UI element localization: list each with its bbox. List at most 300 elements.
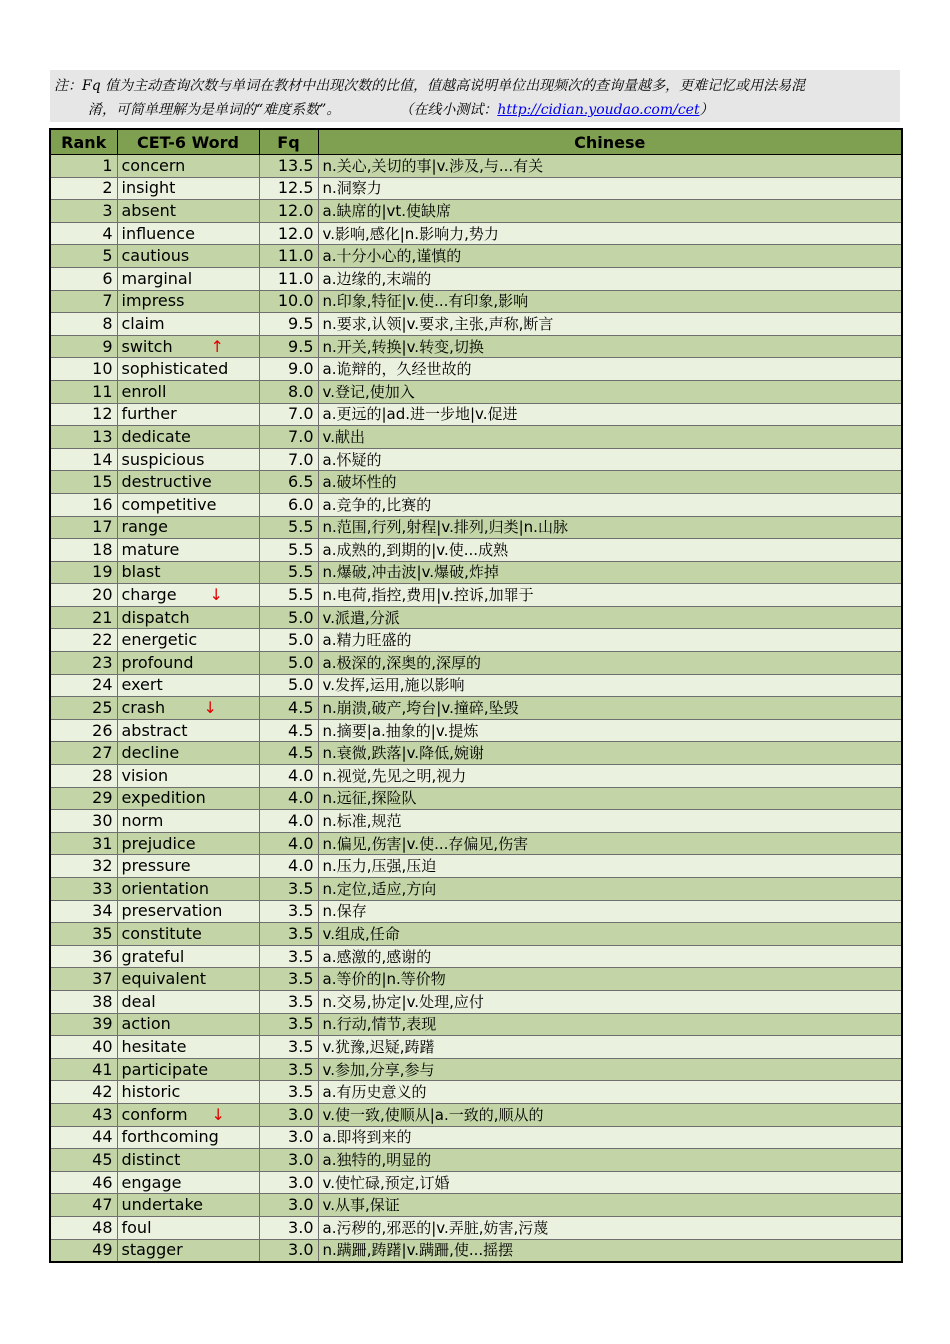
table-row	[50, 584, 902, 607]
chinese-cell: a.独特的,明显的	[318, 1149, 902, 1172]
table-row	[50, 493, 902, 516]
table-row	[50, 200, 902, 223]
word-text: dedicate	[121, 426, 191, 446]
word-cell	[117, 222, 259, 245]
word-text: grateful	[121, 946, 185, 966]
word-cell	[117, 606, 259, 629]
chinese-cell: v.组成,任命	[318, 923, 902, 946]
fq-cell: 12.5	[259, 177, 318, 200]
word-cell	[117, 674, 259, 697]
word-cell	[117, 290, 259, 313]
rank-cell: 5	[50, 245, 117, 268]
fq-cell: 3.0	[259, 1216, 318, 1239]
header-rank: Rank	[50, 129, 117, 155]
rank-cell: 11	[50, 380, 117, 403]
table-row	[50, 697, 902, 720]
fq-cell: 6.5	[259, 471, 318, 494]
table-row	[50, 787, 902, 810]
word-text: marginal	[121, 268, 193, 288]
chinese-cell: n.关心,关切的事|v.涉及,与...有关	[318, 155, 902, 178]
fq-cell: 7.0	[259, 448, 318, 471]
note-box	[50, 70, 900, 122]
rank-cell: 26	[50, 719, 117, 742]
chinese-cell: n.摘要|a.抽象的|v.提炼	[318, 719, 902, 742]
word-text: pressure	[121, 856, 191, 876]
rank-cell: 43	[50, 1103, 117, 1126]
rank-cell: 24	[50, 674, 117, 697]
chinese-cell: v.发挥,运用,施以影响	[318, 674, 902, 697]
test-link[interactable]: http://cidian.youdao.com/cet	[497, 102, 700, 118]
rank-cell: 3	[50, 200, 117, 223]
fq-cell: 9.5	[259, 313, 318, 336]
header-chinese: Chinese	[318, 129, 902, 155]
table-row	[50, 290, 902, 313]
fq-cell: 5.5	[259, 516, 318, 539]
word-text: constitute	[121, 923, 202, 943]
rank-cell: 34	[50, 900, 117, 923]
chinese-cell: n.洞察力	[318, 177, 902, 200]
word-cell	[117, 742, 259, 765]
chinese-cell: n.衰微,跌落|v.降低,婉谢	[318, 742, 902, 765]
rank-cell: 40	[50, 1036, 117, 1059]
word-text: engage	[121, 1172, 182, 1192]
table-row	[50, 719, 902, 742]
word-cell	[117, 652, 259, 675]
fq-cell: 6.0	[259, 493, 318, 516]
table-row	[50, 900, 902, 923]
rank-cell: 27	[50, 742, 117, 765]
rank-cell: 37	[50, 968, 117, 991]
header-fq: Fq	[259, 129, 318, 155]
table-row	[50, 1058, 902, 1081]
fq-cell: 3.0	[259, 1171, 318, 1194]
word-cell	[117, 1239, 259, 1262]
rank-cell: 19	[50, 561, 117, 584]
table-row	[50, 1126, 902, 1149]
table-row	[50, 539, 902, 562]
rank-cell: 6	[50, 267, 117, 290]
word-text: energetic	[121, 630, 198, 650]
fq-cell: 3.5	[259, 1058, 318, 1081]
fq-cell: 13.5	[259, 155, 318, 178]
table-row	[50, 1103, 902, 1126]
word-text: switch	[121, 336, 173, 356]
word-cell	[117, 200, 259, 223]
fq-cell: 4.0	[259, 787, 318, 810]
word-text: charge	[121, 585, 177, 605]
rank-cell: 7	[50, 290, 117, 313]
fq-cell: 4.5	[259, 742, 318, 765]
rank-cell: 35	[50, 923, 117, 946]
word-cell	[117, 426, 259, 449]
table-row	[50, 1239, 902, 1262]
arrow-down-icon: ↓	[203, 698, 217, 718]
fq-cell: 12.0	[259, 222, 318, 245]
word-cell	[117, 1194, 259, 1217]
word-cell	[117, 358, 259, 381]
fq-cell: 7.0	[259, 403, 318, 426]
word-text: hesitate	[121, 1036, 187, 1056]
word-text: exert	[121, 675, 163, 695]
word-text: decline	[121, 743, 180, 763]
fq-cell: 3.0	[259, 1103, 318, 1126]
word-text: dispatch	[121, 607, 190, 627]
table-row	[50, 313, 902, 336]
table-header-row	[50, 129, 902, 155]
table-row	[50, 968, 902, 991]
word-text: preservation	[121, 901, 223, 921]
chinese-cell: v.使一致,使顺从|a.一致的,顺从的	[318, 1103, 902, 1126]
fq-cell: 5.0	[259, 606, 318, 629]
table-row	[50, 245, 902, 268]
word-text: concern	[121, 155, 186, 175]
table-row	[50, 606, 902, 629]
chinese-cell: a.边缘的,末端的	[318, 267, 902, 290]
note-line-1: 注：Fq 值为主动查询次数与单词在教材中出现次数的比值，值越高说明单位出现频次的查询量越多，更难记忆或用法易混	[54, 78, 806, 94]
vocab-table	[49, 128, 903, 1263]
word-cell	[117, 832, 259, 855]
word-cell	[117, 923, 259, 946]
chinese-cell: a.诡辩的，久经世故的	[318, 358, 902, 381]
word-text: insight	[121, 178, 176, 198]
chinese-cell: n.要求,认领|v.要求,主张,声称,断言	[318, 313, 902, 336]
note-line-2	[54, 98, 894, 122]
table-row	[50, 1036, 902, 1059]
chinese-cell: n.交易,协定|v.处理,应付	[318, 990, 902, 1013]
fq-cell: 3.0	[259, 1194, 318, 1217]
rank-cell: 46	[50, 1171, 117, 1194]
rank-cell: 8	[50, 313, 117, 336]
word-text: conform	[121, 1104, 188, 1124]
fq-cell: 5.5	[259, 561, 318, 584]
rank-cell: 1	[50, 155, 117, 178]
rank-cell: 10	[50, 358, 117, 381]
word-text: competitive	[121, 494, 217, 514]
table-row	[50, 1013, 902, 1036]
fq-cell: 5.5	[259, 539, 318, 562]
word-cell	[117, 1126, 259, 1149]
table-row	[50, 990, 902, 1013]
word-text: suspicious	[121, 449, 205, 469]
chinese-cell: n.开关,转换|v.转变,切换	[318, 335, 902, 358]
word-cell	[117, 945, 259, 968]
rank-cell: 17	[50, 516, 117, 539]
table-row	[50, 652, 902, 675]
word-text: historic	[121, 1082, 181, 1102]
fq-cell: 3.5	[259, 1013, 318, 1036]
chinese-cell: n.电荷,指控,费用|v.控诉,加罪于	[318, 584, 902, 607]
table-row	[50, 335, 902, 358]
header-word: CET-6 Word	[117, 129, 259, 155]
word-text: expedition	[121, 788, 206, 808]
fq-cell: 3.5	[259, 1081, 318, 1104]
word-text: orientation	[121, 878, 210, 898]
word-cell	[117, 1103, 259, 1126]
word-cell	[117, 787, 259, 810]
rank-cell: 23	[50, 652, 117, 675]
word-cell	[117, 561, 259, 584]
fq-cell: 11.0	[259, 267, 318, 290]
rank-cell: 18	[50, 539, 117, 562]
table-row	[50, 471, 902, 494]
word-text: equivalent	[121, 969, 207, 989]
table-row	[50, 810, 902, 833]
word-cell	[117, 810, 259, 833]
chinese-cell: a.污秽的,邪恶的|v.弄脏,妨害,污蔑	[318, 1216, 902, 1239]
chinese-cell: a.极深的,深奥的,深厚的	[318, 652, 902, 675]
word-text: foul	[121, 1217, 152, 1237]
rank-cell: 49	[50, 1239, 117, 1262]
word-cell	[117, 245, 259, 268]
chinese-cell: a.感激的,感谢的	[318, 945, 902, 968]
word-text: distinct	[121, 1149, 181, 1169]
chinese-cell: v.参加,分享,参与	[318, 1058, 902, 1081]
word-cell	[117, 267, 259, 290]
fq-cell: 10.0	[259, 290, 318, 313]
table-row	[50, 403, 902, 426]
chinese-cell: n.范围,行列,射程|v.排列,归类|n.山脉	[318, 516, 902, 539]
word-text: absent	[121, 200, 177, 220]
chinese-cell: n.崩溃,破产,垮台|v.撞碎,坠毁	[318, 697, 902, 720]
fq-cell: 8.0	[259, 380, 318, 403]
rank-cell: 28	[50, 765, 117, 788]
table-row	[50, 155, 902, 178]
chinese-cell: a.成熟的,到期的|v.使...成熟	[318, 539, 902, 562]
fq-cell: 3.5	[259, 990, 318, 1013]
table-row	[50, 945, 902, 968]
table-row	[50, 448, 902, 471]
word-cell	[117, 629, 259, 652]
arrow-up-icon: ↑	[210, 336, 224, 356]
rank-cell: 38	[50, 990, 117, 1013]
rank-cell: 14	[50, 448, 117, 471]
rank-cell: 22	[50, 629, 117, 652]
table-row	[50, 1171, 902, 1194]
table-row	[50, 855, 902, 878]
table-row	[50, 832, 902, 855]
fq-cell: 3.5	[259, 878, 318, 901]
word-text: sophisticated	[121, 359, 229, 379]
rank-cell: 31	[50, 832, 117, 855]
rank-cell: 13	[50, 426, 117, 449]
chinese-cell: a.有历史意义的	[318, 1081, 902, 1104]
chinese-cell: v.派遣,分派	[318, 606, 902, 629]
fq-cell: 3.5	[259, 900, 318, 923]
fq-cell: 3.5	[259, 1036, 318, 1059]
chinese-cell: n.印象,特征|v.使...有印象,影响	[318, 290, 902, 313]
word-cell	[117, 313, 259, 336]
chinese-cell: a.等价的|n.等价物	[318, 968, 902, 991]
word-text: mature	[121, 539, 180, 559]
fq-cell: 3.0	[259, 1126, 318, 1149]
fq-cell: 5.5	[259, 584, 318, 607]
fq-cell: 3.5	[259, 968, 318, 991]
note-test-suffix: ）	[699, 102, 714, 118]
word-text: enroll	[121, 381, 167, 401]
rank-cell: 2	[50, 177, 117, 200]
chinese-cell: a.十分小心的,谨慎的	[318, 245, 902, 268]
table-row	[50, 380, 902, 403]
word-cell	[117, 990, 259, 1013]
table-row	[50, 878, 902, 901]
rank-cell: 4	[50, 222, 117, 245]
fq-cell: 3.0	[259, 1239, 318, 1262]
word-text: undertake	[121, 1195, 203, 1215]
chinese-cell: v.献出	[318, 426, 902, 449]
chinese-cell: n.定位,适应,方向	[318, 878, 902, 901]
chinese-cell: v.登记,使加入	[318, 380, 902, 403]
word-cell	[117, 1171, 259, 1194]
chinese-cell: v.影响,感化|n.影响力,势力	[318, 222, 902, 245]
word-cell	[117, 1216, 259, 1239]
fq-cell: 9.5	[259, 335, 318, 358]
rank-cell: 44	[50, 1126, 117, 1149]
word-cell	[117, 765, 259, 788]
fq-cell: 4.5	[259, 719, 318, 742]
word-cell	[117, 1149, 259, 1172]
word-text: claim	[121, 313, 165, 333]
table-row	[50, 516, 902, 539]
table-row	[50, 561, 902, 584]
chinese-cell: a.即将到来的	[318, 1126, 902, 1149]
fq-cell: 4.0	[259, 810, 318, 833]
arrow-down-icon: ↓	[211, 1104, 225, 1124]
word-text: vision	[121, 765, 169, 785]
rank-cell: 16	[50, 493, 117, 516]
fq-cell: 3.5	[259, 945, 318, 968]
word-cell	[117, 1058, 259, 1081]
word-text: forthcoming	[121, 1127, 219, 1147]
word-cell	[117, 1036, 259, 1059]
rank-cell: 42	[50, 1081, 117, 1104]
word-cell	[117, 1013, 259, 1036]
table-row	[50, 177, 902, 200]
chinese-cell: n.偏见,伤害|v.使...存偏见,伤害	[318, 832, 902, 855]
chinese-cell: n.行动,情节,表现	[318, 1013, 902, 1036]
rank-cell: 9	[50, 335, 117, 358]
table-row	[50, 1081, 902, 1104]
word-cell	[117, 539, 259, 562]
arrow-down-icon: ↓	[209, 585, 223, 605]
word-cell	[117, 719, 259, 742]
chinese-cell: a.破坏性的	[318, 471, 902, 494]
chinese-cell: n.视觉,先见之明,视力	[318, 765, 902, 788]
chinese-cell: n.远征,探险队	[318, 787, 902, 810]
chinese-cell: v.使忙碌,预定,订婚	[318, 1171, 902, 1194]
fq-cell: 9.0	[259, 358, 318, 381]
word-cell	[117, 1081, 259, 1104]
rank-cell: 20	[50, 584, 117, 607]
word-cell	[117, 968, 259, 991]
table-body	[50, 155, 902, 1263]
chinese-cell: a.竞争的,比赛的	[318, 493, 902, 516]
word-text: abstract	[121, 720, 188, 740]
word-cell	[117, 697, 259, 720]
rank-cell: 30	[50, 810, 117, 833]
word-text: impress	[121, 291, 185, 311]
word-cell	[117, 448, 259, 471]
word-cell	[117, 900, 259, 923]
word-text: stagger	[121, 1240, 183, 1260]
rank-cell: 33	[50, 878, 117, 901]
table-row	[50, 267, 902, 290]
fq-cell: 3.5	[259, 923, 318, 946]
table-row	[50, 426, 902, 449]
table-row	[50, 1149, 902, 1172]
word-text: range	[121, 517, 169, 537]
rank-cell: 12	[50, 403, 117, 426]
word-text: destructive	[121, 472, 212, 492]
fq-cell: 12.0	[259, 200, 318, 223]
word-cell	[117, 471, 259, 494]
table-row	[50, 1216, 902, 1239]
fq-cell: 7.0	[259, 426, 318, 449]
word-text: cautious	[121, 246, 190, 266]
table-row	[50, 674, 902, 697]
table-row	[50, 1194, 902, 1217]
word-text: further	[121, 404, 177, 424]
chinese-cell: a.精力旺盛的	[318, 629, 902, 652]
chinese-cell: v.犹豫,迟疑,踌躇	[318, 1036, 902, 1059]
fq-cell: 4.0	[259, 855, 318, 878]
chinese-cell: n.保存	[318, 900, 902, 923]
word-text: norm	[121, 811, 164, 831]
word-cell	[117, 584, 259, 607]
fq-cell: 3.0	[259, 1149, 318, 1172]
table-row	[50, 765, 902, 788]
rank-cell: 39	[50, 1013, 117, 1036]
fq-cell: 5.0	[259, 629, 318, 652]
word-text: deal	[121, 991, 156, 1011]
word-cell	[117, 493, 259, 516]
fq-cell: 4.0	[259, 765, 318, 788]
chinese-cell: a.怀疑的	[318, 448, 902, 471]
chinese-cell: n.蹒跚,踌躇|v.蹒跚,使...摇摆	[318, 1239, 902, 1262]
word-text: crash	[121, 698, 166, 718]
rank-cell: 41	[50, 1058, 117, 1081]
word-cell	[117, 403, 259, 426]
rank-cell: 15	[50, 471, 117, 494]
table-row	[50, 222, 902, 245]
fq-cell: 5.0	[259, 674, 318, 697]
word-cell	[117, 516, 259, 539]
rank-cell: 21	[50, 606, 117, 629]
note-line-2-text: 淆，可简单理解为是单词的“难度系数”。	[88, 102, 341, 118]
chinese-cell: a.缺席的|vt.使缺席	[318, 200, 902, 223]
word-text: profound	[121, 652, 194, 672]
word-cell	[117, 878, 259, 901]
table-row	[50, 629, 902, 652]
note-test-prefix: （在线小测试：	[406, 102, 498, 118]
fq-cell: 11.0	[259, 245, 318, 268]
fq-cell: 5.0	[259, 652, 318, 675]
word-cell	[117, 335, 259, 358]
chinese-cell: n.压力,压强,压迫	[318, 855, 902, 878]
rank-cell: 32	[50, 855, 117, 878]
rank-cell: 36	[50, 945, 117, 968]
word-cell	[117, 855, 259, 878]
fq-cell: 4.5	[259, 697, 318, 720]
rank-cell: 47	[50, 1194, 117, 1217]
rank-cell: 48	[50, 1216, 117, 1239]
rank-cell: 45	[50, 1149, 117, 1172]
word-text: blast	[121, 562, 161, 582]
table-row	[50, 742, 902, 765]
word-text: prejudice	[121, 833, 196, 853]
chinese-cell: n.标准,规范	[318, 810, 902, 833]
word-cell	[117, 380, 259, 403]
word-cell	[117, 155, 259, 178]
